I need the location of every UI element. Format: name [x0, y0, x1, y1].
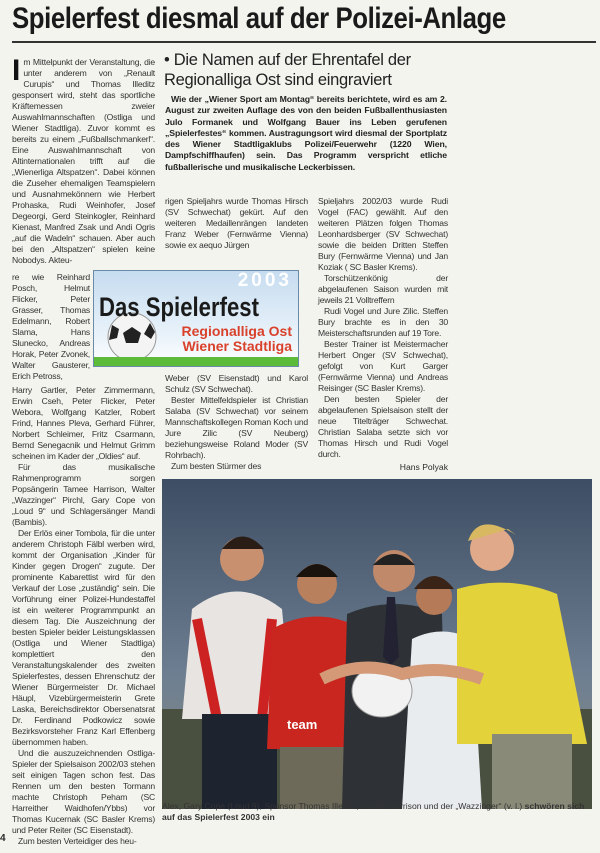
paragraph: Torschützenkönig der abgelaufenen Saison wurden mit jeweils 21 Volltreffern: [318, 273, 448, 305]
paragraph: re wie Reinhard Posch, Helmut Flicker, Peter Grasser, Thomas Edelmann, Robert Slama, Hans Slunecko, Andreas Horak, Peter Zvonek, Walter Gausterer, Erich Petross,: [12, 272, 90, 381]
left-column-block3: [12, 385, 155, 847]
page-number: 4: [0, 833, 6, 844]
subheadline: • Die Namen auf der Ehrentafel der Regionalliga Ost sind eingraviert: [164, 51, 411, 89]
paragraph: rigen Spieljahrs wurde Thomas Hirsch (SV Schwechat) gekürt. Auf den weiteren Medaillenrängen landeten Franz Weber (Fernwärme Vienna) sowie ex aequo Jürgen: [165, 196, 308, 250]
logo-year: 2003: [237, 270, 292, 291]
paragraph: Harry Gartler, Peter Zimmermann, Erwin Cseh, Peter Flicker, Peter Webora, Wolfgang Katzler, Robert Frind, Hannes Pleva, Gerhard Führer, Norbert Schleimer, Fritz Csarmann, Bernd Senegacnik und Helmut Grimm scheinen im Kader der „Oldies“ auf.: [12, 385, 155, 461]
spielerfest-logo: [93, 270, 299, 367]
lead-paragraph: Wie der „Wiener Sport am Montag“ bereits berichtete, wird es am 2. August zur zweiten Auflage des von den beiden Fußballenthusiasten Julo Formanek und Wolfgang Bauer ins Leben gerufenen „Spielerfestes“ kommen. Austragungsort wird diesmal der Sportplatz des Wiener Stadtligaklubs Polizei/Feuerwehr (1220 Wien, Dampfschiffhaufen) sein. Das Programm verspricht etliche fußballerische und musikalische Leckerbissen.: [165, 94, 447, 172]
logo-line-2: Wiener Stadtliga: [182, 338, 292, 354]
paragraph: m Mittelpunkt der Veranstaltung, die unter anderem von „Renault Curupis“ und Thomas Illeditz gesponsert wird, steht das sportliche Kräftemessen zweier Auswahlmannschaften (Ostliga und Wiener Stadtliga). Zuvor kommt es bereits zu einem „Fußballschmankerl“. Eine Auswahlmannschaft von Altinternationalen trifft auf die „Wienerliga Altspatzen“. Dabei können die Zuseher ehemaligen Teamspielern und Ausnahmekönnern wie Herbert Prohaska, Rudi Weinhofer, Josef Degeorgi, Gerd Steinkogler, Reinhard Kienast, Manfred Zsak und Andi Ogris „auf die Wadeln“ schauen. Aber auch bei den „Altspatzen“ spielen keine Nobodys. Akteu-: [12, 57, 155, 265]
middle-column-bottom: [165, 373, 308, 472]
drop-cap: I: [12, 54, 21, 87]
left-column-block1: [12, 54, 155, 266]
paragraph: Spieljahrs 2002/03 wurde Rudi Vogel (FAC) gewählt. Auf den weiteren Plätzen folgen Thomas Leonhardsberger (SV Schwechat) sowie die beiden Dritten Steffen Bury (Fernwärme Vienna) und Jan Koziak ( SC Basler Krems).: [318, 196, 448, 272]
paragraph: Der Erlös einer Tombola, für die unter anderem Christoph Fälbl werben wird, kommt der Organisation „Kinder für Kinder gegen Drogen“ zugute. Der prominente Kabarettist wird für den Verkauf der Lose „zuständig“ sein. Die Vorführung einer Polizei-Hundestaffel ist ein weiterer Programmpunkt an diesem Tag. Die Auszeichnung der besten Spieler beider Leistungsklassen (Ostliga und Wiener Stadtliga) komplettiert den Veranstaltungskalender des zweiten Spielerfestes, dessen Ehrenschutz der Wiener Bürgermeister Dr. Michael Häupl, Vizebürgermeisterin Grete Laska, Bereichsdirektor Obersenatsrat Dr. Ferdinand Podkowicz sowie Bezirksvorsteher Franz Karl Effenberg übernommen haben.: [12, 528, 155, 747]
logo-title: Das Spielerfest: [99, 292, 259, 322]
paragraph: Bester Mittelfeldspieler ist Christian Salaba (SV Schwechat) vor seinem Mannschaftskollegen Roman Koch und Jure Zilic (SV Neuberg) beziehungsweise Roland Moder (SV Rohrbach).: [165, 395, 308, 460]
paragraph: Zum besten Verteidiger des heu-: [18, 836, 137, 846]
logo-line-1: Regionalliga Ost: [181, 323, 292, 339]
paragraph: Bester Trainer ist Meistermacher Herbert Onger (SV Schwechat), gefolgt von Kurt Garger (Fernwärme Vienna) und Andreas Reisinger (SC Basler Krems).: [318, 339, 448, 393]
logo-subtitle: [164, 324, 292, 354]
group-photo: [162, 479, 592, 809]
shirt-logo: team: [287, 717, 318, 732]
middle-column-top: [165, 196, 308, 251]
title-rule: [12, 41, 596, 43]
author-byline: Hans Polyak: [399, 462, 448, 472]
caption-text: Alex, Gary Cope (Loud 9), Sponsor Thomas Illeditz, Tamee Harrison und der „Wazzinger“ (v. l.): [162, 801, 523, 811]
article-title: Spielerfest diesmal auf der Polizei-Anlage: [12, 2, 506, 35]
photo-caption: [162, 801, 592, 823]
left-column-block2: [12, 272, 90, 382]
caption-bold-text: schwören sich auf das Spielerfest 2003 ein: [162, 801, 585, 822]
right-column: [318, 196, 448, 460]
paragraph: Für das musikalische Rahmenprogramm sorgen Popsängerin Tamee Harrison, Walter „Wazzinger“ Pirchl, Gary Cope von „Loud 9“ und Schlagersänger Mandi (Bambis).: [12, 462, 155, 527]
paragraph: Den besten Spieler der abgelaufenen Spielsaison stellt der neue Titelträger Schwechat. Christian Salaba setzte sich vor Thomas Hirsch und Rudi Vogel durch.: [318, 394, 448, 459]
paragraph: Und die auszuzeichnenden Ostliga-Spieler der Spielsaison 2002/03 stehen seit einigen Tagen schon fest. Das Rennen um den besten Tormann machte Christoph Peham (SC Harreither Waidhofen/Ybbs) vor Thomas Kucernak (SC Basler Krems) und Peter Reiter (SC Eisenstadt).: [12, 748, 155, 835]
paragraph: Weber (SV Eisenstadt) und Karol Schulz (SV Schwechat).: [165, 373, 308, 394]
paragraph: Rudi Vogel und Jure Zilic. Steffen Bury brachte es in den 30 Meisterschaftsrunden auf 19 Tore.: [318, 306, 448, 338]
paragraph: Zum besten Stürmer des: [171, 461, 262, 471]
